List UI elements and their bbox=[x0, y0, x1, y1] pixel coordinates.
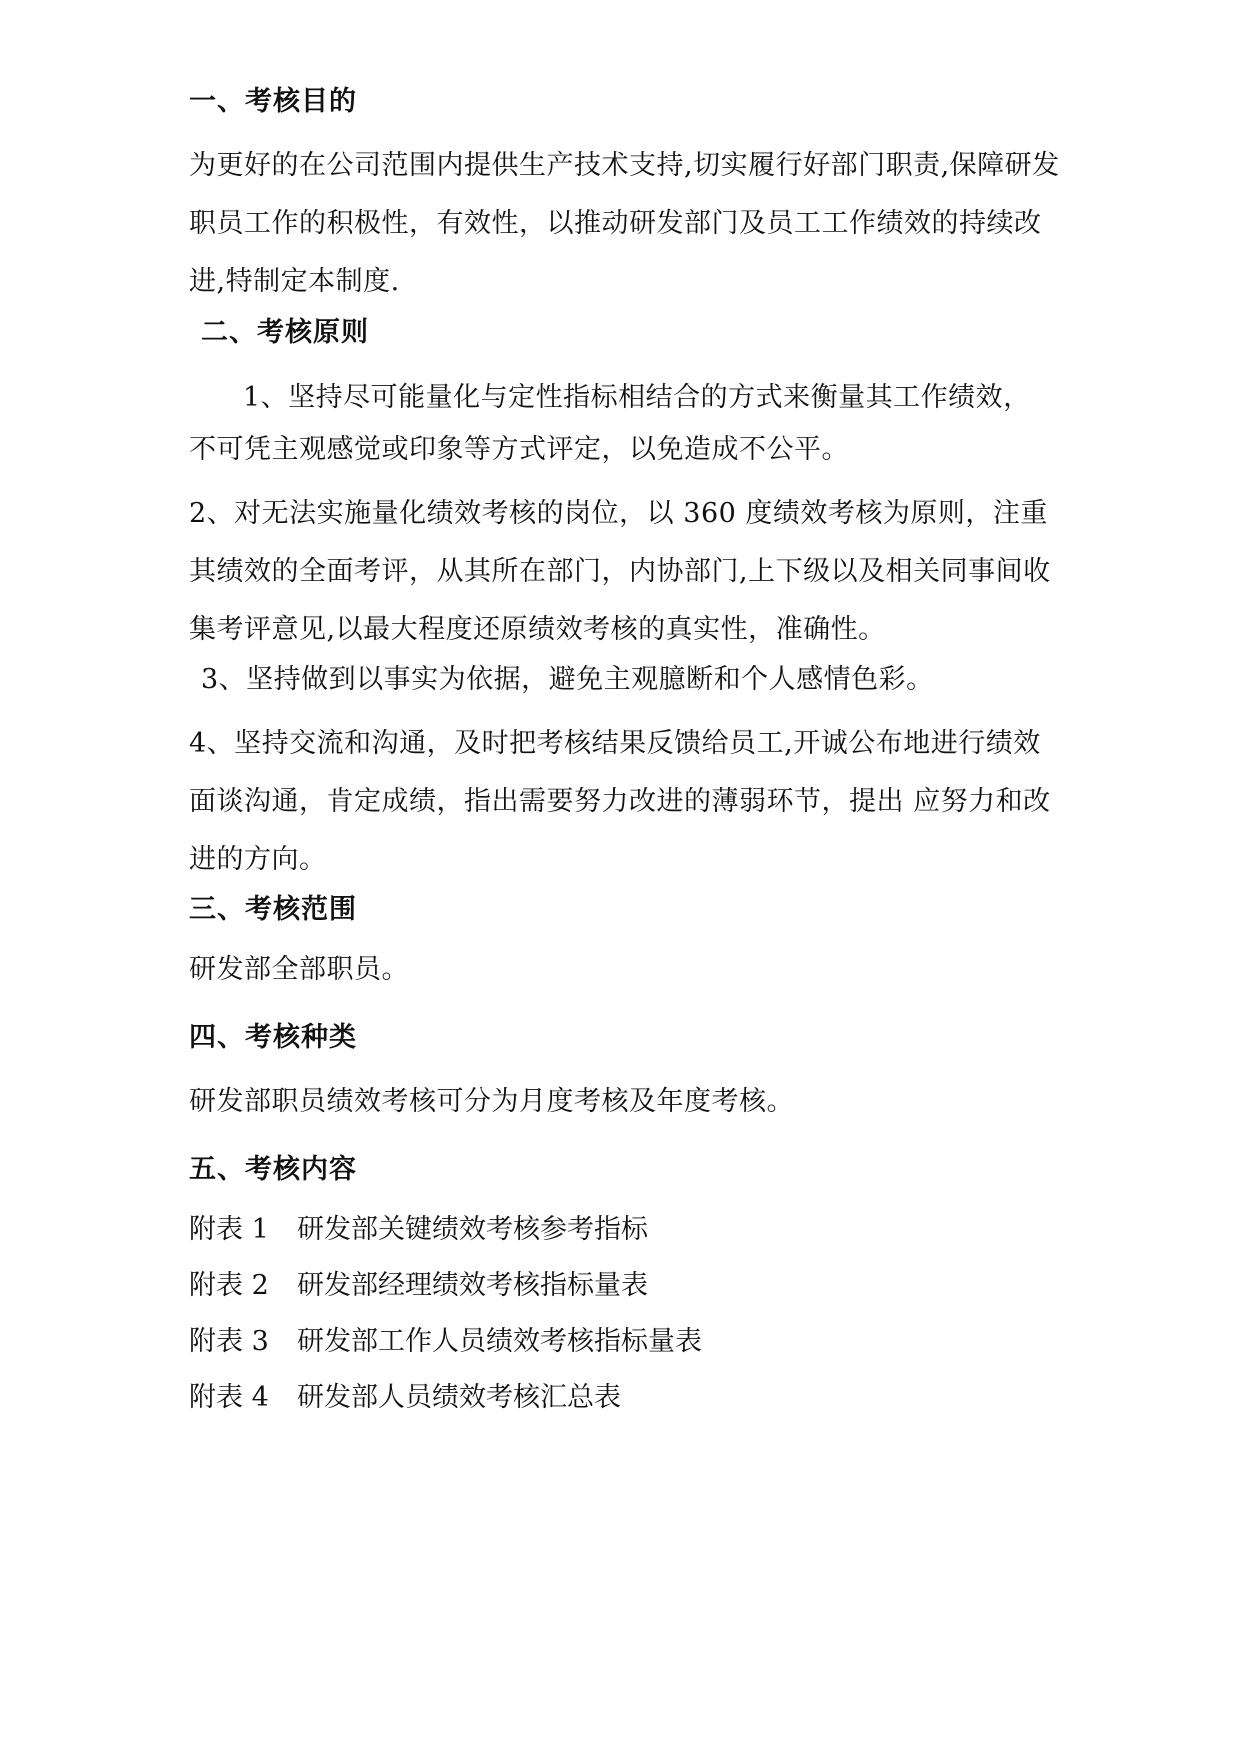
principle-4-paragraph: 4、坚持交流和沟通，及时把考核结果反馈给员工,开诚公布地进行绩效面谈沟通，肯定成绩，指出需要努力改进的薄弱环节，提出 应努力和改进的方向。 bbox=[189, 728, 1051, 875]
principle-3-paragraph: 3、坚持做到以事实为依据，避免主观臆断和个人感情色彩。 bbox=[201, 664, 934, 695]
principle-2-paragraph: 2、对无法实施量化绩效考核的岗位，以 360 度绩效考核为原则，注重其绩效的全面考评，从其所在部门，内协部门,上下级以及相关同事间收集考评意见,以最大程度还原绩效考核的真实性，准确性。 bbox=[189, 498, 1051, 645]
appendix-title: 研发部人员绩效考核汇总表 bbox=[297, 1382, 621, 1413]
section-heading-types: 四、考核种类 bbox=[189, 1022, 357, 1053]
types-paragraph: 研发部职员绩效考核可分为月度考核及年度考核。 bbox=[189, 1086, 794, 1117]
appendix-title: 研发部经理绩效考核指标量表 bbox=[297, 1270, 648, 1301]
appendix-title: 研发部关键绩效考核参考指标 bbox=[297, 1214, 648, 1245]
appendix-item bbox=[189, 1322, 1064, 1362]
section-heading-purpose: 一、考核目的 bbox=[189, 86, 357, 117]
appendix-label: 附表 4 bbox=[189, 1382, 269, 1413]
appendix-item bbox=[189, 1210, 1064, 1250]
section-heading-principles: 二、考核原则 bbox=[201, 317, 369, 348]
purpose-paragraph: 为更好的在公司范围内提供生产技术支持,切实履行好部门职责,保障研发职员工作的积极性，有效性，以推动研发部门及员工工作绩效的持续改进,特制定本制度. bbox=[189, 150, 1060, 297]
principle-1-line-2: 不可凭主观感觉或印象等方式评定，以免造成不公平。 bbox=[189, 434, 849, 465]
appendix-label: 附表 1 bbox=[189, 1214, 269, 1245]
section-heading-scope: 三、考核范围 bbox=[189, 894, 357, 925]
scope-paragraph: 研发部全部职员。 bbox=[189, 954, 409, 985]
appendix-label: 附表 3 bbox=[189, 1326, 269, 1357]
appendix-title: 研发部工作人员绩效考核指标量表 bbox=[297, 1326, 702, 1357]
section-heading-content: 五、考核内容 bbox=[189, 1154, 357, 1185]
appendix-label: 附表 2 bbox=[189, 1270, 269, 1301]
principle-1-line-1: 1、坚持尽可能量化与定性指标相结合的方式来衡量其工作绩效， bbox=[243, 382, 1031, 413]
appendix-item bbox=[189, 1378, 1064, 1418]
appendix-item bbox=[189, 1266, 1064, 1306]
